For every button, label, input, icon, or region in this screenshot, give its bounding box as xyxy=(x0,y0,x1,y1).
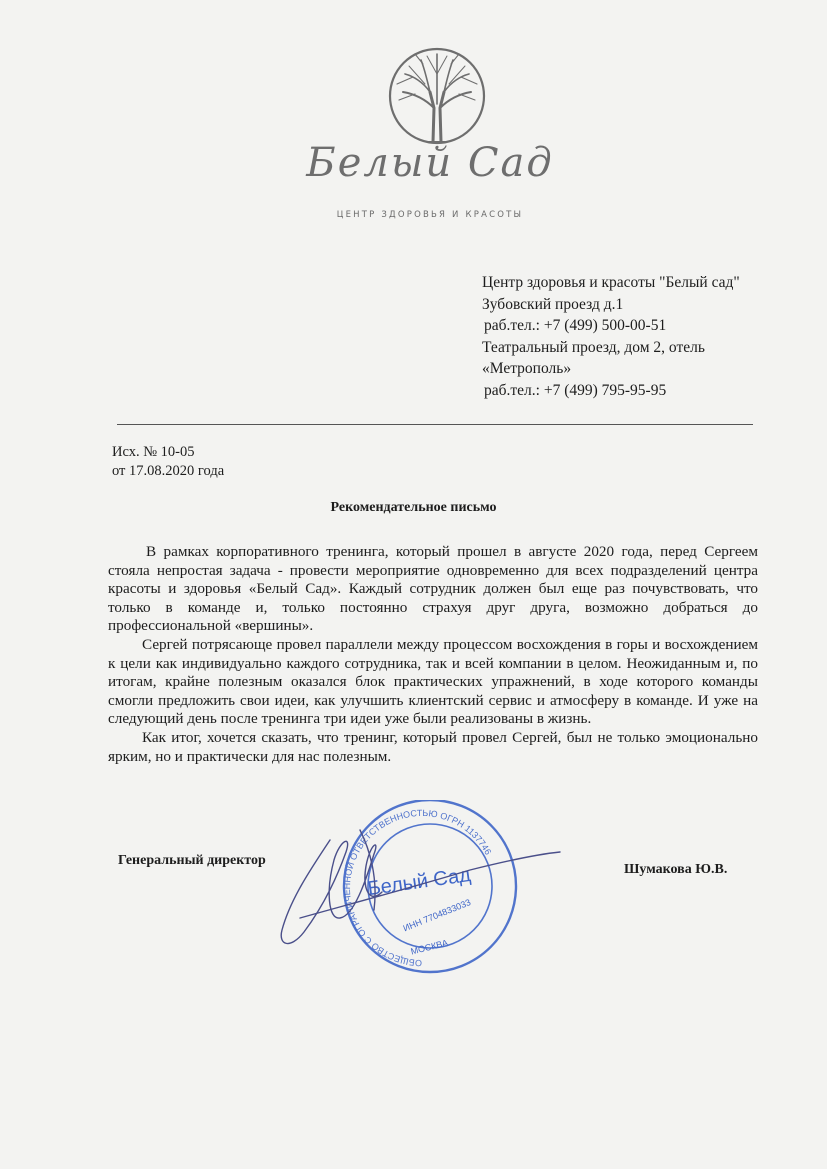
address-second-location: Театральный проезд, дом 2, отель xyxy=(482,338,705,356)
stamp-ring-text: ОБЩЕСТВО С ОГРАНИЧЕННОЙ ОТВЕТСТВЕННОСТЬЮ ОГРН 1137746 xyxy=(341,807,494,969)
company-logo xyxy=(0,40,827,230)
company-stamp xyxy=(270,800,570,980)
header-divider xyxy=(117,424,753,425)
reference-date: от 17.08.2020 года xyxy=(112,463,225,479)
tree-emblem-icon xyxy=(385,44,489,148)
body-paragraph: Сергей потрясающе провел параллели между процессом восхождения в горы и восхождением к цели как индивидуально каждого сотрудника, так и всей компании в целом. Неожиданным и, по итогам, крайне полезным оказался блок практических упражнений, в ходе которого команды смогли предложить свои идеи, как улучшить клиентский сервис и атмосферу в команде. И уже на следующий день после тренинга три идеи уже были реализованы в жизнь. xyxy=(108,635,758,728)
logo-tagline: ЦЕНТР ЗДОРОВЬЯ И КРАСОТЫ xyxy=(336,210,524,220)
address-phone-2: раб.тел.: +7 (499) 795-95-95 xyxy=(484,381,667,399)
signatory-role: Генеральный директор xyxy=(118,853,266,868)
outgoing-reference xyxy=(112,443,224,481)
letter-title: Рекомендательное письмо xyxy=(330,500,497,515)
letter-body xyxy=(108,543,758,766)
stamp-city: МОСКВА xyxy=(409,937,449,957)
address-phone-1: раб.тел.: +7 (499) 500-00-51 xyxy=(484,317,667,334)
stamp-inn: ИНН 7704833033 xyxy=(401,897,473,934)
signatory-name: Шумакова Ю.В. xyxy=(624,862,728,877)
company-address xyxy=(482,272,812,401)
stamp-seal xyxy=(342,800,516,972)
reference-number: Исх. № 10-05 xyxy=(112,444,195,460)
address-street: Зубовский проезд д.1 xyxy=(482,295,624,313)
address-company-name: Центр здоровья и красоты "Белый сад" xyxy=(482,274,740,291)
address-hotel-name: «Метрополь» xyxy=(482,360,572,377)
stamp-center-name: Белый Сад xyxy=(366,863,473,901)
body-paragraph: В рамках корпоративного тренинга, который прошел в августе 2020 года, перед Сергеем стояла непростая задача - провести мероприятие одновременно для всех подразделений центра красоты и здоровья «Белый Сад». Каждый сотрудник должен был еще раз почувствовать, что только в команде и, только постоянно страхуя друг друга, возможно добраться до профессиональной «вершины». xyxy=(108,543,758,635)
body-paragraph: Как итог, хочется сказать, что тренинг, который провел Сергей, был не только эмоционально ярким, но и практически для нас полезным. xyxy=(108,728,758,765)
logo-wordmark: Белый Сад xyxy=(306,140,554,186)
